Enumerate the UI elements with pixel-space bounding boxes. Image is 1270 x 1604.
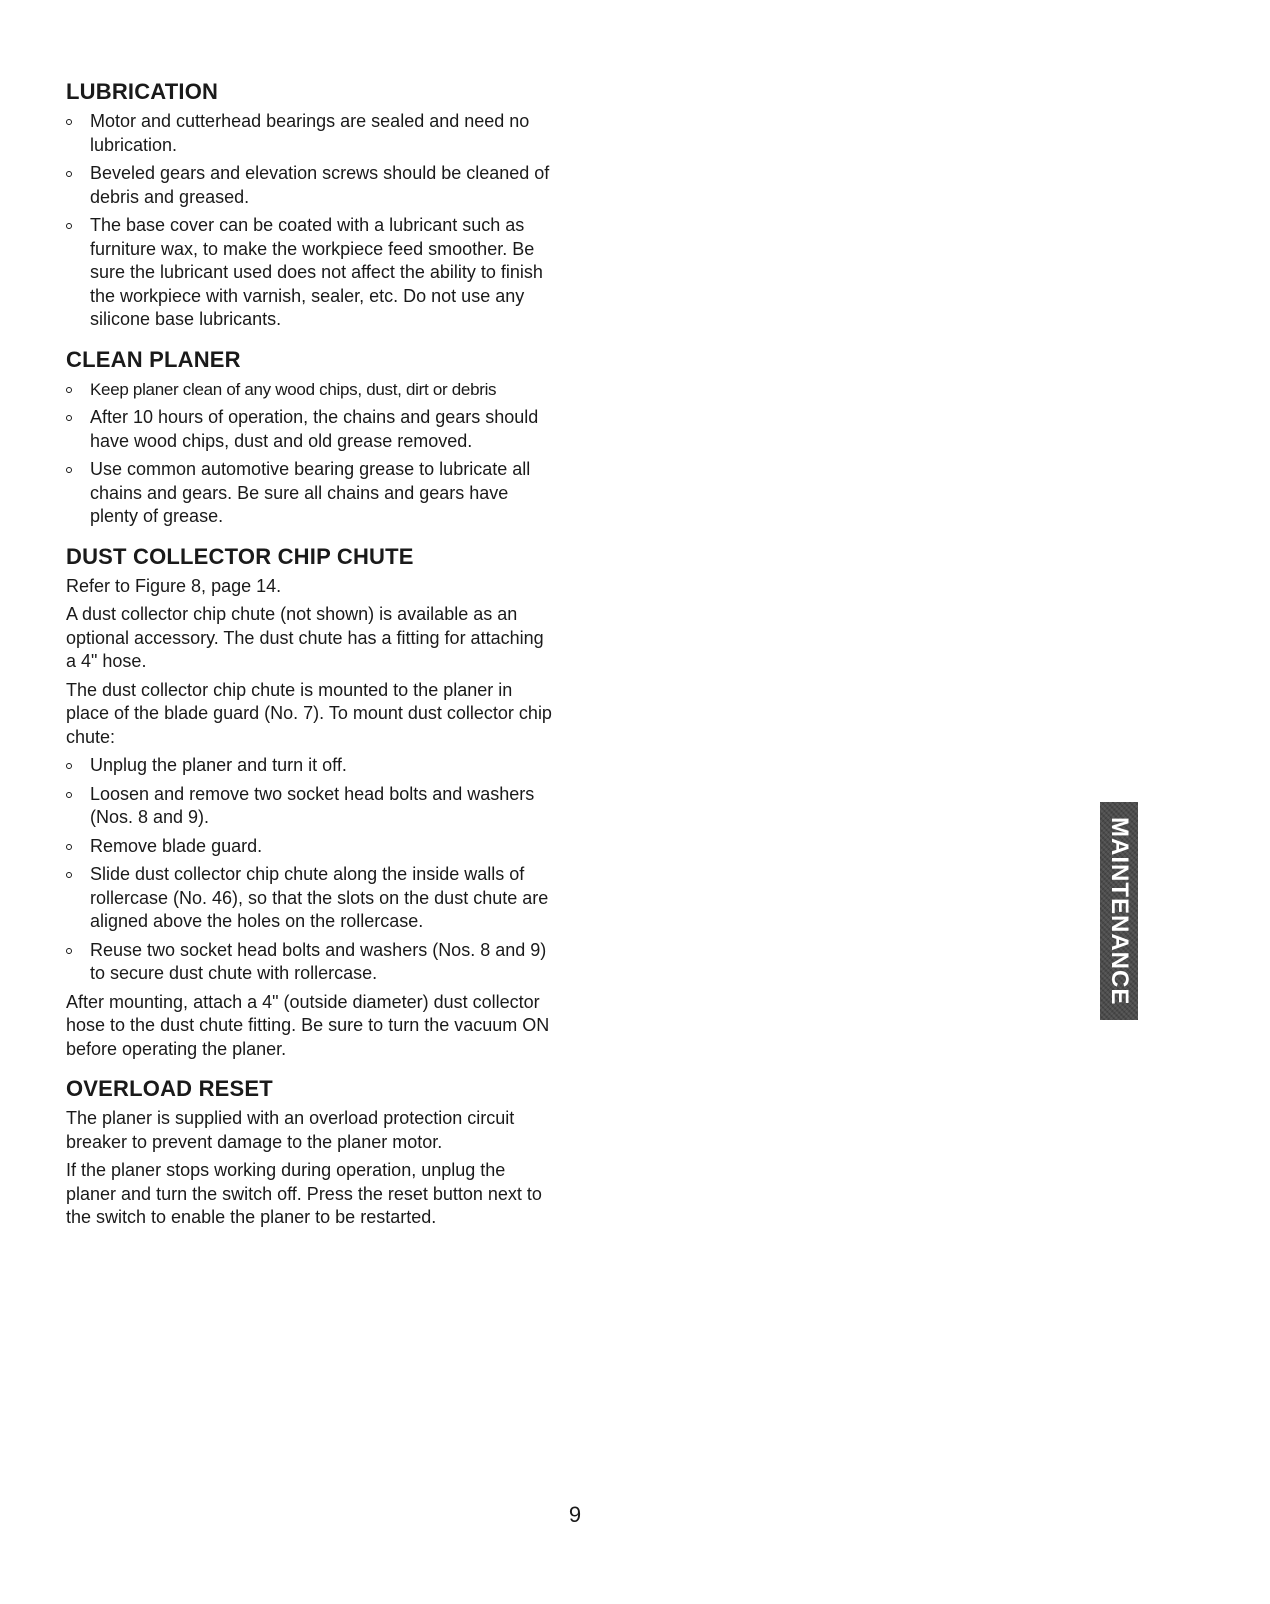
bullet-icon bbox=[66, 415, 72, 421]
clean-planer-list bbox=[66, 378, 556, 529]
list-item-text: Motor and cutterhead bearings are sealed and need no lubrication. bbox=[90, 111, 530, 155]
page-number: 9 bbox=[568, 1502, 582, 1527]
overload-reset-paragraph-1: The planer is supplied with an overload protection circuit breaker to prevent damage to the planer motor. bbox=[66, 1108, 515, 1152]
list-item bbox=[66, 110, 556, 157]
dust-collector-paragraph-3: After mounting, attach a 4" (outside diameter) dust collector hose to the dust chute fitting. Be sure to turn the vacuum ON before operating the planer. bbox=[66, 991, 550, 1059]
list-item-text: Slide dust collector chip chute along the inside walls of rollercase (No. 46), so that the slots on the dust chute are aligned above the holes on the rollercase. bbox=[90, 864, 549, 931]
list-item-text: Reuse two socket head bolts and washers (Nos. 8 and 9) to secure dust chute with rollercase. bbox=[90, 939, 547, 983]
list-item bbox=[66, 214, 556, 332]
list-item bbox=[66, 783, 556, 830]
list-item bbox=[66, 162, 556, 209]
list-item bbox=[66, 939, 556, 986]
list-item bbox=[66, 378, 556, 402]
list-item-text: Unplug the planer and turn it off. bbox=[90, 755, 347, 775]
maintenance-side-tab bbox=[1100, 802, 1138, 1020]
lubrication-heading: LUBRICATION bbox=[66, 79, 219, 104]
list-item-text: Keep planer clean of any wood chips, dust, dirt or debris bbox=[90, 379, 497, 399]
list-item-text: Beveled gears and elevation screws should be cleaned of debris and greased. bbox=[90, 163, 550, 207]
dust-collector-heading: DUST COLLECTOR CHIP CHUTE bbox=[66, 543, 414, 569]
list-item-text: After 10 hours of operation, the chains and gears should have wood chips, dust and old grease removed. bbox=[90, 407, 539, 451]
list-item bbox=[66, 835, 556, 859]
list-item bbox=[66, 458, 556, 529]
dust-collector-paragraph-2: The dust collector chip chute is mounted to the planer in place of the blade guard (No. 7). To mount dust collector chip chute: bbox=[66, 679, 552, 747]
overload-reset-paragraph-2: If the planer stops working during operation, unplug the planer and turn the switch off. Press the reset button next to the switch to enable the planer to be restarted. bbox=[66, 1160, 542, 1227]
bullet-icon bbox=[66, 844, 72, 850]
bullet-icon bbox=[66, 119, 72, 125]
bullet-icon bbox=[66, 792, 72, 798]
list-item-text: The base cover can be coated with a lubricant such as furniture wax, to make the workpiece feed smoother. Be sure the lubricant used does not affect the ability to finish the workpiece with varnish, sealer, etc. Do not use any silicone base lubricants. bbox=[90, 215, 543, 329]
bullet-icon bbox=[66, 948, 72, 954]
bullet-icon bbox=[66, 387, 72, 393]
dust-collector-steps bbox=[66, 754, 556, 986]
list-item-text: Loosen and remove two socket head bolts and washers (Nos. 8 and 9). bbox=[90, 783, 535, 827]
side-tab-label: MAINTENANCE bbox=[1106, 816, 1133, 1006]
bullet-icon bbox=[66, 223, 72, 229]
list-item bbox=[66, 406, 556, 453]
list-item-text: Remove blade guard. bbox=[90, 835, 263, 856]
bullet-icon bbox=[66, 872, 72, 878]
list-item bbox=[66, 754, 556, 778]
list-item bbox=[66, 863, 556, 934]
lubrication-list bbox=[66, 110, 556, 332]
figure-reference: Refer to Figure 8, page 14. bbox=[66, 575, 282, 596]
bullet-icon bbox=[66, 467, 72, 473]
dust-collector-paragraph-1: A dust collector chip chute (not shown) is available as an optional accessory. The dust chute has a fitting for attaching a 4" hose. bbox=[66, 604, 544, 671]
bullet-icon bbox=[66, 763, 72, 769]
list-item-text: Use common automotive bearing grease to lubricate all chains and gears. Be sure all chains and gears have plenty of grease. bbox=[90, 459, 531, 526]
bullet-icon bbox=[66, 171, 72, 177]
main-column bbox=[66, 78, 556, 1235]
overload-reset-heading: OVERLOAD RESET bbox=[66, 1076, 273, 1101]
clean-planer-heading: CLEAN PLANER bbox=[66, 346, 241, 372]
